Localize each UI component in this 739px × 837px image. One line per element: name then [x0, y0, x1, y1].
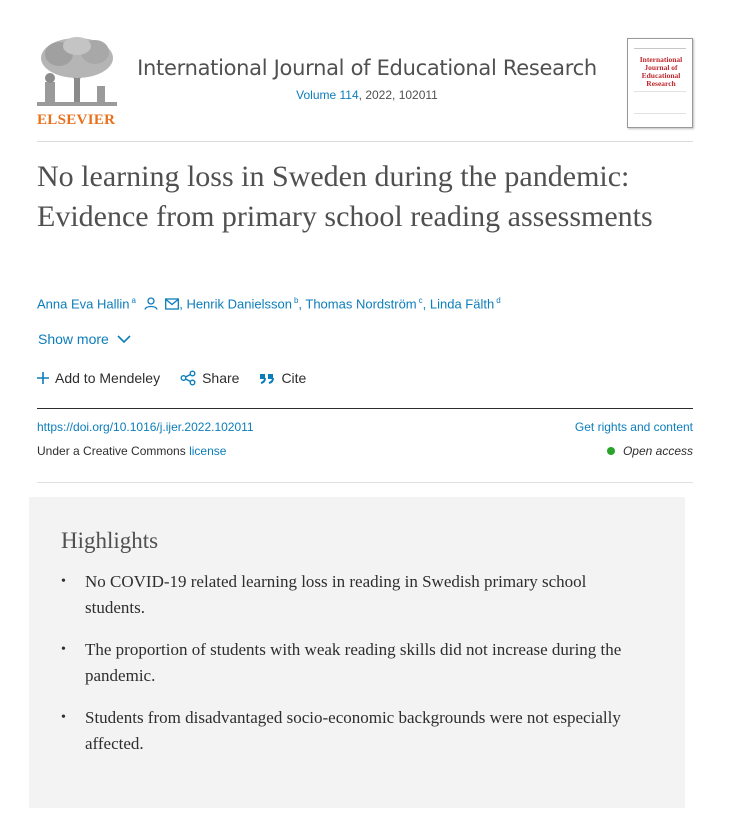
journal-info — [137, 56, 597, 102]
cover-title: International Journal of Educational Research — [639, 55, 683, 88]
share-label: Share — [202, 370, 240, 386]
journal-meta-rest: , 2022, 102011 — [358, 88, 438, 102]
highlight-item: • No COVID-19 related learning loss in reading in Swedish primary school students. — [61, 569, 641, 621]
share-button[interactable] — [180, 370, 239, 386]
get-rights-link[interactable]: Get rights and content — [574, 420, 693, 434]
person-icon[interactable] — [144, 297, 158, 313]
highlight-item: • Students from disadvantaged socio-economic backgrounds were not especially affected. — [61, 705, 641, 757]
share-icon — [180, 370, 196, 386]
cover-rule — [634, 91, 686, 92]
license-statement — [37, 444, 226, 458]
journal-title[interactable]: International Journal of Educational Research — [137, 56, 597, 80]
author-list — [37, 296, 501, 313]
journal-cover-image[interactable] — [627, 38, 693, 128]
cover-rule — [634, 113, 686, 114]
doi-link[interactable]: https://doi.org/10.1016/j.ijer.2022.102011 — [37, 420, 254, 434]
add-to-mendeley-button[interactable] — [37, 370, 160, 386]
author-separator: , — [422, 296, 430, 312]
highlight-item: • The proportion of students with weak reading skills did not increase during the pandemic. — [61, 637, 641, 689]
author-link[interactable]: Thomas Nordström — [305, 296, 417, 312]
quote-icon — [259, 372, 275, 384]
open-access-badge — [607, 444, 693, 458]
author-separator: , — [179, 296, 187, 312]
highlights-panel — [29, 497, 685, 808]
elsevier-tree-icon — [37, 36, 117, 110]
article-info-divider — [37, 408, 693, 409]
license-prefix: Under a Creative Commons — [37, 444, 190, 458]
affiliation-marker[interactable]: b — [293, 296, 299, 305]
article-title: No learning loss in Sweden during the pandemic: Evidence from primary school reading assessments — [37, 160, 653, 233]
show-more-label: Show more — [38, 331, 109, 347]
chevron-down-icon — [117, 335, 131, 344]
cover-header-rule — [634, 43, 686, 49]
affiliation-marker[interactable]: a — [131, 296, 136, 305]
license-link[interactable]: license — [189, 444, 227, 458]
author-link[interactable]: Linda Fälth — [429, 296, 495, 312]
open-access-dot-icon — [607, 447, 615, 455]
cite-label: Cite — [281, 370, 307, 386]
elsevier-logo[interactable] — [37, 36, 117, 130]
cite-button[interactable] — [259, 370, 306, 386]
show-more-button[interactable] — [38, 331, 131, 347]
author-link[interactable]: Henrik Danielsson — [186, 296, 292, 312]
open-access-label: Open access — [622, 444, 693, 458]
volume-link[interactable]: Volume 114 — [296, 88, 359, 102]
author-link[interactable]: Anna Eva Hallin — [37, 296, 130, 312]
article-actions — [37, 370, 326, 386]
elsevier-wordmark: ELSEVIER — [37, 112, 116, 128]
email-icon[interactable] — [165, 298, 179, 313]
highlights-list — [61, 569, 641, 773]
header-divider — [37, 141, 693, 142]
affiliation-marker[interactable]: d — [496, 296, 501, 305]
author-separator: , — [298, 296, 306, 312]
affiliation-marker[interactable]: c — [418, 296, 423, 305]
journal-meta — [137, 88, 597, 102]
plus-icon — [37, 372, 49, 384]
add-to-mendeley-label: Add to Mendeley — [55, 370, 161, 386]
highlights-title: Highlights — [61, 528, 159, 553]
journal-header — [37, 36, 693, 130]
section-divider — [37, 482, 693, 483]
